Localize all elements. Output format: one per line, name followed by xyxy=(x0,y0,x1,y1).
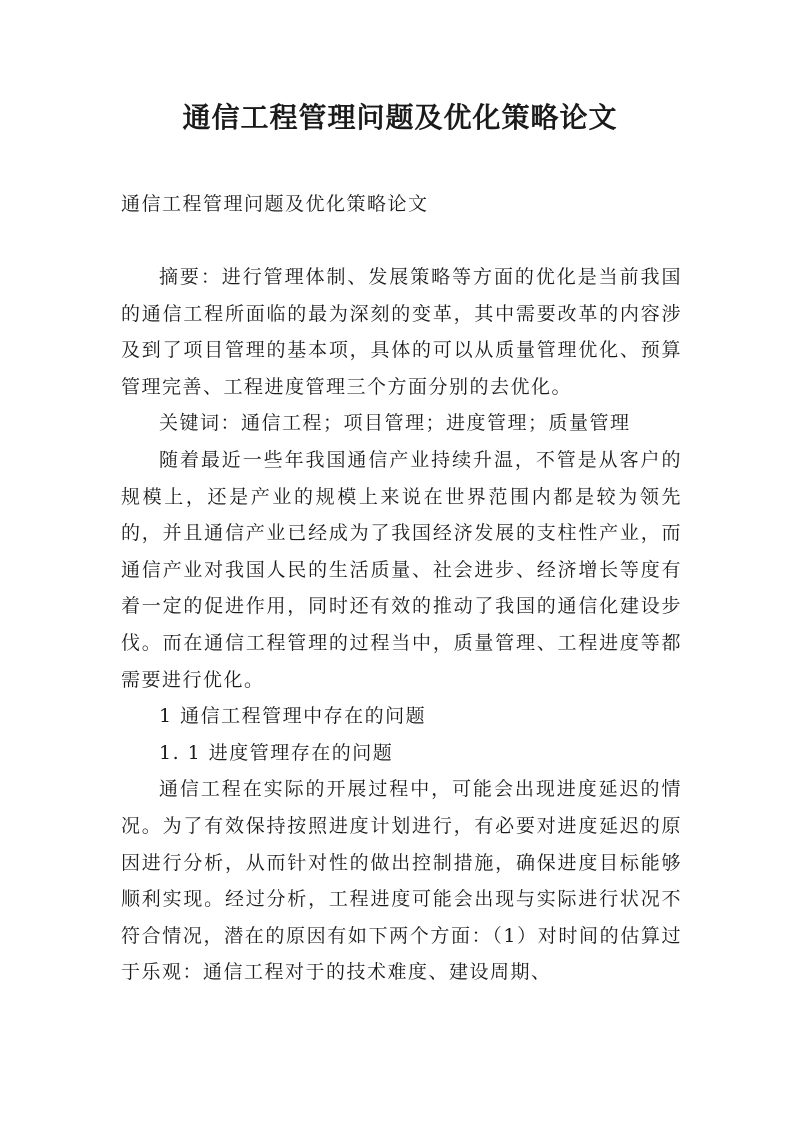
section-heading: 1 通信工程管理中存在的问题 xyxy=(159,705,427,728)
body-paragraph: 通信工程在实际的开展过程中，可能会出现进度延迟的情况。为了有效保持按照进度计划进行，有必要对进度延迟的原因进行分析，从而针对性的做出控制措施，确保进度目标能够顺利实现。经过分析，工程进度可能会出现与实际进行状况不符合情况，潜在的原因有如下两个方面：（1）对时间的估算过于乐观：通信工程对于的技术难度、建设周期、 xyxy=(121,778,682,984)
document-title: 通信工程管理问题及优化策略论文 xyxy=(182,101,618,134)
subsection-heading: 1. 1 进度管理存在的问题 xyxy=(159,741,394,764)
document-body xyxy=(121,259,682,991)
intro-paragraph: 随着最近一些年我国通信产业持续升温，不管是从客户的规模上，还是产业的规模上来说在世界范围内都是较为领先的，并且通信产业已经成为了我国经济发展的支柱性产业，而通信产业对我国人民的生活质量、社会进步、经济增长等度有着一定的促进作用，同时还有效的推动了我国的通信化建设步伐。而在通信工程管理的过程当中，质量管理、工程进度等都需要进行优化。 xyxy=(121,448,682,691)
abstract-paragraph: 摘要：进行管理体制、发展策略等方面的优化是当前我国的通信工程所面临的最为深刻的变革，其中需要改革的内容涉及到了项目管理的基本项，具体的可以从质量管理优化、预算管理完善、工程进度管理三个方面分别的去优化。 xyxy=(121,266,682,398)
document-subtitle: 通信工程管理问题及优化策略论文 xyxy=(121,193,429,215)
keywords-paragraph: 关键词：通信工程；项目管理；进度管理；质量管理 xyxy=(159,412,631,435)
